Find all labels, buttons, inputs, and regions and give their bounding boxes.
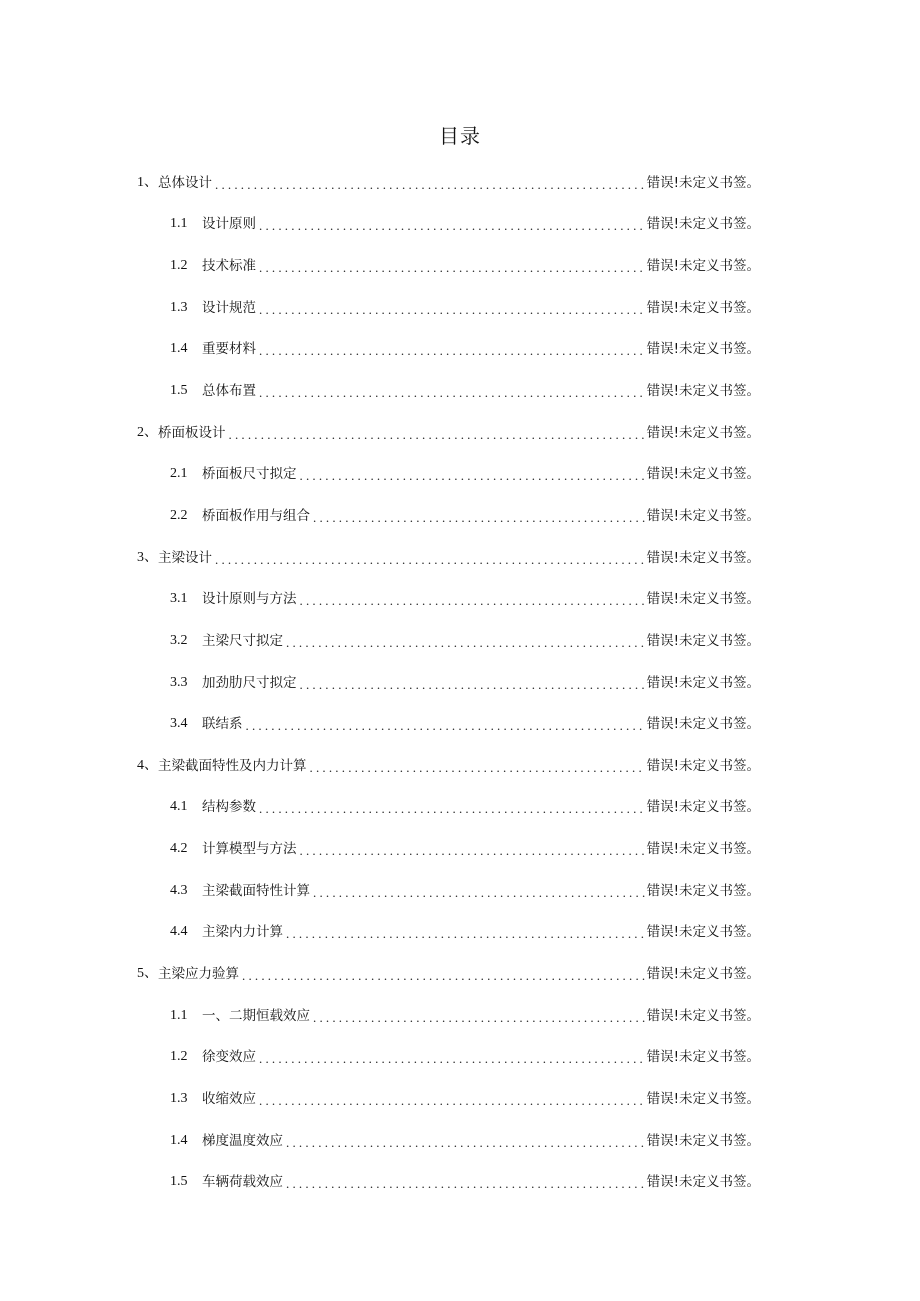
toc-entry-number: 1.2 xyxy=(170,258,188,274)
toc-entry-number: 1.3 xyxy=(170,1090,188,1106)
toc-entry-number: 1.3 xyxy=(170,299,188,315)
toc-entry-title: 主梁截面特性及内力计算 xyxy=(158,757,307,774)
toc-entry-title: 收缩效应 xyxy=(202,1090,256,1107)
toc-page-reference: 错误!未定义书签。 xyxy=(646,716,760,733)
toc-entry[interactable] xyxy=(0,204,920,246)
toc-entry[interactable] xyxy=(0,495,920,537)
toc-entry[interactable] xyxy=(0,703,920,745)
toc-page-reference: 错误!未定义书签。 xyxy=(646,674,760,691)
toc-entry[interactable] xyxy=(0,1078,920,1120)
toc-entry[interactable] xyxy=(0,912,920,954)
toc-page-reference: 错误!未定义书签。 xyxy=(646,591,760,608)
toc-page-reference: 错误!未定义书签。 xyxy=(646,1090,760,1107)
toc-entry[interactable] xyxy=(0,412,920,454)
toc-entry-number: 3.4 xyxy=(170,716,188,732)
toc-entry[interactable] xyxy=(0,620,920,662)
toc-entry[interactable] xyxy=(0,870,920,912)
toc-entry-title: 一、二期恒载效应 xyxy=(202,1007,310,1024)
toc-entry[interactable] xyxy=(0,1161,920,1203)
toc-page-reference: 错误!未定义书签。 xyxy=(646,1049,760,1066)
toc-entry-number: 1.4 xyxy=(170,1132,188,1148)
toc-entry-title: 总体布置 xyxy=(202,383,256,400)
toc-page-reference: 错误!未定义书签。 xyxy=(646,965,760,982)
toc-entry-title: 总体设计 xyxy=(158,174,212,191)
toc-page-reference: 错误!未定义书签。 xyxy=(646,299,760,316)
toc-entry-number: 2、 xyxy=(137,424,158,440)
toc-entry-title: 加劲肋尺寸拟定 xyxy=(202,674,297,691)
toc-page-reference: 错误!未定义书签。 xyxy=(646,841,760,858)
toc-entry[interactable] xyxy=(0,245,920,287)
toc-entry-number: 1.5 xyxy=(170,1174,188,1190)
toc-entry-title: 车辆荷载效应 xyxy=(202,1174,283,1191)
toc-entry[interactable] xyxy=(0,828,920,870)
toc-entry-number: 4.4 xyxy=(170,924,188,940)
toc-entry[interactable] xyxy=(0,1036,920,1078)
toc-entry[interactable] xyxy=(0,329,920,371)
toc-entry-title: 设计原则 xyxy=(202,216,256,233)
toc-entry-title: 联结系 xyxy=(202,716,243,733)
toc-entry-title: 主梁设计 xyxy=(158,549,212,566)
toc-page-reference: 错误!未定义书签。 xyxy=(646,549,760,566)
toc-page-reference: 错误!未定义书签。 xyxy=(646,216,760,233)
toc-entry[interactable] xyxy=(0,1120,920,1162)
toc-page-reference: 错误!未定义书签。 xyxy=(646,632,760,649)
toc-entry[interactable] xyxy=(0,745,920,787)
toc-entry-number: 1.2 xyxy=(170,1049,188,1065)
toc-entry-number: 3、 xyxy=(137,549,158,565)
toc-page-reference: 错误!未定义书签。 xyxy=(646,341,760,358)
toc-page-reference: 错误!未定义书签。 xyxy=(646,466,760,483)
toc-entry-number: 1.1 xyxy=(170,216,188,232)
toc-entry-title: 结构参数 xyxy=(202,799,256,816)
toc-entry-number: 4.3 xyxy=(170,882,188,898)
toc-entry[interactable] xyxy=(0,162,920,204)
toc-entry-title: 主梁内力计算 xyxy=(202,924,283,941)
toc-entry[interactable] xyxy=(0,787,920,829)
toc-page-reference: 错误!未定义书签。 xyxy=(646,799,760,816)
toc-entry-number: 1.4 xyxy=(170,341,188,357)
toc-entry[interactable] xyxy=(0,995,920,1037)
toc-page-reference: 错误!未定义书签。 xyxy=(646,383,760,400)
toc-entry[interactable] xyxy=(0,370,920,412)
toc-entry-number: 2.2 xyxy=(170,507,188,523)
toc-entry-title: 桥面板作用与组合 xyxy=(202,507,310,524)
toc-entry[interactable] xyxy=(0,662,920,704)
toc-entry-title: 计算模型与方法 xyxy=(202,841,297,858)
toc-entry-number: 2.1 xyxy=(170,466,188,482)
toc-entry-number: 1、 xyxy=(137,174,158,190)
toc-entry-title: 主梁应力验算 xyxy=(158,965,239,982)
toc-page-reference: 错误!未定义书签。 xyxy=(646,424,760,441)
toc-entry-title: 技术标准 xyxy=(202,258,256,275)
toc-entry[interactable] xyxy=(0,578,920,620)
toc-entry-title: 设计规范 xyxy=(202,299,256,316)
toc-entry-title: 主梁截面特性计算 xyxy=(202,882,310,899)
toc-page-reference: 错误!未定义书签。 xyxy=(646,174,760,191)
toc-page-reference: 错误!未定义书签。 xyxy=(646,1132,760,1149)
toc-entry-number: 1.5 xyxy=(170,383,188,399)
toc-entry-number: 4.2 xyxy=(170,841,188,857)
toc-entry-title: 梯度温度效应 xyxy=(202,1132,283,1149)
toc-entry-number: 1.1 xyxy=(170,1007,188,1023)
toc-entry-title: 桥面板设计 xyxy=(158,424,226,441)
toc-page-reference: 错误!未定义书签。 xyxy=(646,1174,760,1191)
toc-entry-title: 重要材料 xyxy=(202,341,256,358)
toc-title: 目录 xyxy=(439,124,481,148)
toc-entry-number: 3.1 xyxy=(170,591,188,607)
toc-page-reference: 错误!未定义书签。 xyxy=(646,507,760,524)
toc-entry-number: 5、 xyxy=(137,965,158,981)
toc-page-reference: 错误!未定义书签。 xyxy=(646,882,760,899)
toc-page-reference: 错误!未定义书签。 xyxy=(646,1007,760,1024)
toc-page-reference: 错误!未定义书签。 xyxy=(646,258,760,275)
toc-page-reference: 错误!未定义书签。 xyxy=(646,924,760,941)
table-of-contents xyxy=(0,162,920,1203)
toc-entry-title: 主梁尺寸拟定 xyxy=(202,632,283,649)
toc-entry-title: 桥面板尺寸拟定 xyxy=(202,466,297,483)
toc-entry-number: 4.1 xyxy=(170,799,188,815)
toc-page-reference: 错误!未定义书签。 xyxy=(646,757,760,774)
toc-entry[interactable] xyxy=(0,537,920,579)
toc-entry-title: 设计原则与方法 xyxy=(202,591,297,608)
toc-entry[interactable] xyxy=(0,453,920,495)
toc-entry[interactable] xyxy=(0,287,920,329)
toc-entry-number: 3.3 xyxy=(170,674,188,690)
toc-entry[interactable] xyxy=(0,953,920,995)
toc-entry-number: 3.2 xyxy=(170,632,188,648)
toc-entry-number: 4、 xyxy=(137,757,158,773)
toc-entry-title: 徐变效应 xyxy=(202,1049,256,1066)
